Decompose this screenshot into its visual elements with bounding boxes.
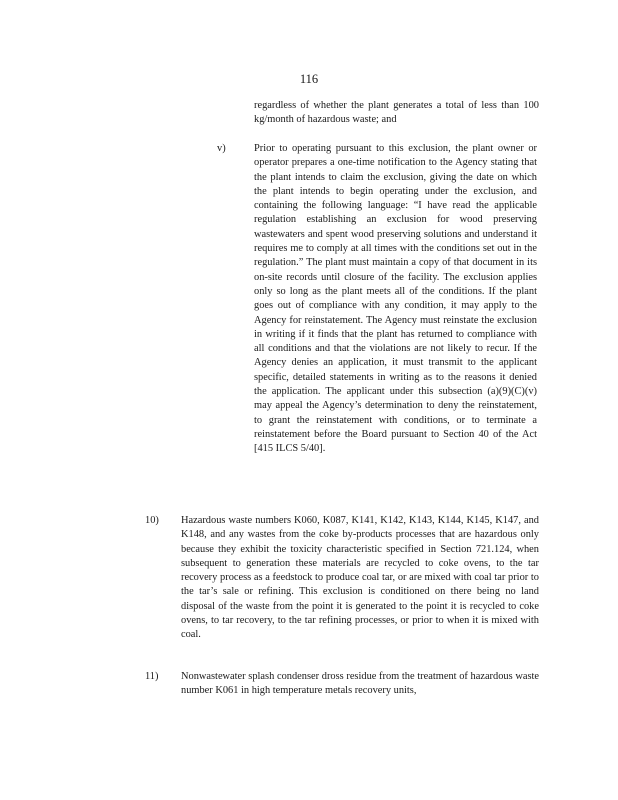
page-number: 116: [299, 72, 319, 86]
item-v-paragraph: [254, 142, 537, 457]
item-11-text: Nonwastewater splash condenser dross residue from the treatment of hazardous waste number K061 in high temperature metals recovery units,: [181, 671, 539, 697]
item-11-marker: 11): [145, 671, 159, 682]
item-10-paragraph: [181, 514, 539, 643]
item-v-text: Prior to operating pursuant to this exclusion, the plant owner or operator prepares a one-time notification to the Agency stating that the plant intends to claim the exclusion, giving the date on which the plant intends to begin operating under the exclusion, and containing the following language: “I have read the applicable regulation establishing an exclusion for wood preserving wastewaters and spent wood preserving solutions and understand it requires me to comply at all times with the conditions set out in the regulation.” The plant must maintain a copy of that document in its on-site records until closure of the facility. The exclusion applies only so long as the plant meets all of the conditions. If the plant goes out of compliance with any condition, it may apply to the Agency for reinstatement. The Agency must reinstate the exclusion in writing if it finds that the plant has returned to compliance with all conditions and that the violations are not likely to recur. If the Agency denies an application, it must transmit to the applicant specific, detailed statements in writing as to the reasons it denied the application. The applicant under this subsection (a)(9)(C)(v) may appeal the Agency’s determination to deny the reinstatement, to grant the reinstatement with conditions, or to terminate a reinstatement before the Board pursuant to Section 40 of the Act [415 ILCS 5/40].: [254, 143, 537, 455]
continuation-paragraph: [254, 99, 539, 128]
continuation-text: regardless of whether the plant generates a total of less than 100 kg/month of hazardous waste; and: [254, 100, 539, 126]
item-11-paragraph: [181, 670, 539, 699]
item-v-marker: v): [217, 143, 226, 154]
item-10-text: Hazardous waste numbers K060, K087, K141, K142, K143, K144, K145, K147, and K148, and any wastes from the coke by-products processes that are hazardous only because they exhibit the toxicity characteristic specified in Section 721.124, when subsequent to generation these materials are recycled to coke ovens, to the tar recovery process as a feedstock to produce coal tar, or are mixed with coal tar prior to the tar’s sale or refining. This exclusion is conditioned on there being no land disposal of the waste from the point it is generated to the point it is recycled to coke ovens, to tar recovery, to the tar refining processes, or prior to when it is mixed with coal.: [181, 515, 539, 641]
item-10-marker: 10): [145, 515, 159, 526]
